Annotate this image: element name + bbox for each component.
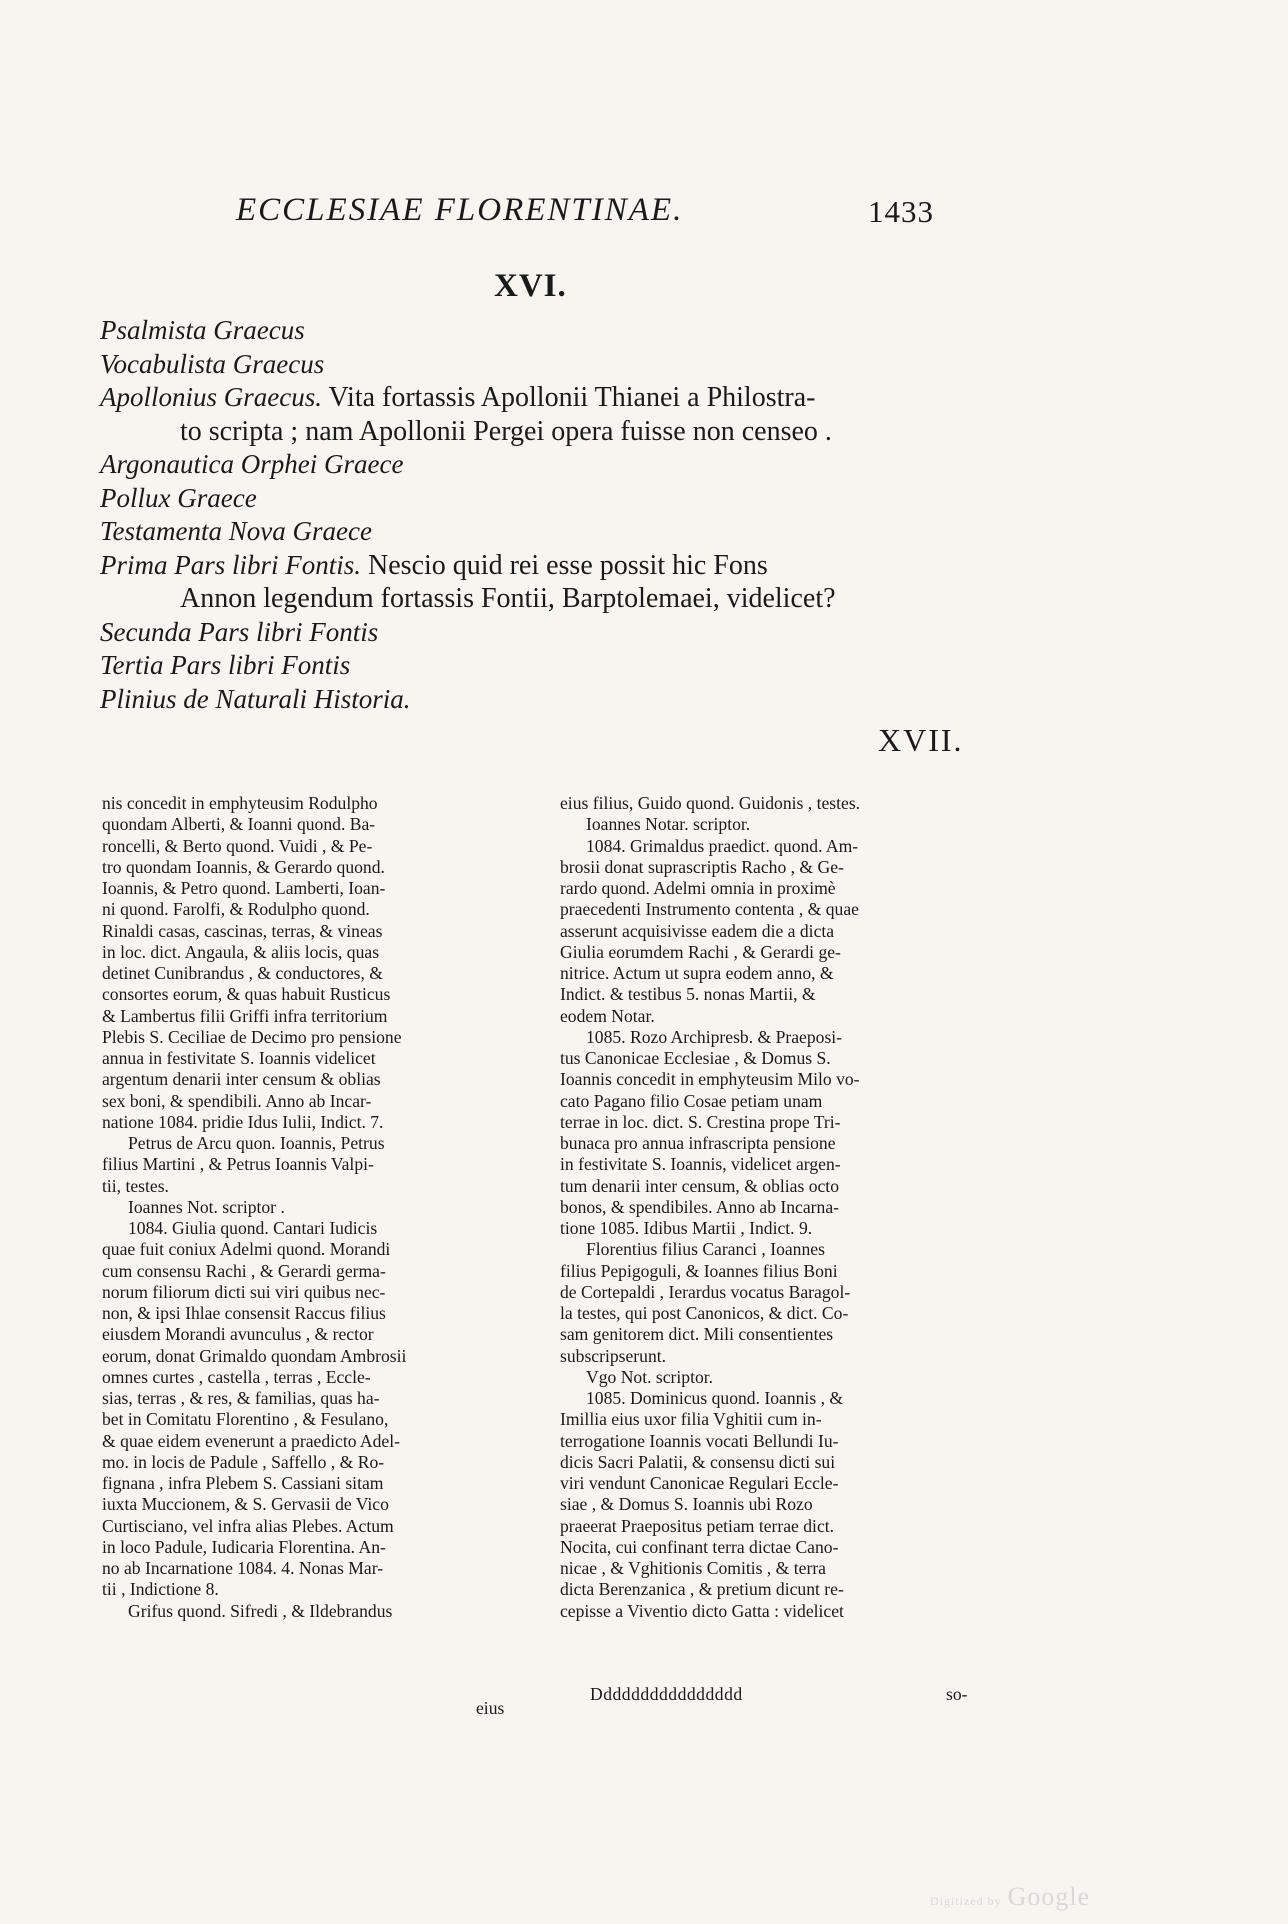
text-line: cepisse a Viventio dicto Gatta : videlicet <box>560 1600 844 1621</box>
text-line: eiusdem Morandi avunculus , & rector <box>102 1324 374 1345</box>
text-line: iuxta Muccionem, & S. Gervasii de Vico <box>102 1494 389 1515</box>
text-line: 1084. Grimaldus praedict. quond. Am- <box>586 835 859 856</box>
text-line: siae , & Domus S. Ioannis ubi Rozo <box>560 1494 813 1515</box>
text-line: Florentius filius Caranci , Ioannes <box>586 1239 825 1260</box>
text-line: 1085. Dominicus quond. Ioannis , & <box>586 1388 844 1408</box>
text-line: eorum, donat Grimaldo quondam Ambrosii <box>102 1345 407 1366</box>
text-line: sias, terras , & res, & familias, quas ha- <box>102 1388 380 1408</box>
text-line: tum denarii inter censum, & oblias octo <box>560 1175 839 1196</box>
text-line: Giulia eorumdem Rachi , & Gerardi ge- <box>560 941 841 962</box>
text-line: Ioannes Notar. scriptor. <box>586 814 751 835</box>
text-line: sex boni, & spendibili. Anno ab Incar- <box>102 1090 372 1111</box>
text-line: Ioannis concedit in emphyteusim Milo vo- <box>560 1069 860 1090</box>
right-column <box>560 793 1004 1622</box>
text-line: eius filius, Guido quond. Guidonis , testes. <box>560 793 861 813</box>
text-line: in loco Padule, Iudicaria Florentina. An- <box>102 1536 386 1557</box>
text-line: consortes eorum, & quas habuit Rusticus <box>102 984 391 1005</box>
catalog-entry-continuation: Annon legendum fortassis Fontii, Barptolemaei, videlicet? <box>180 583 836 614</box>
text-line: terrogatione Ioannis vocati Bellundi Iu- <box>560 1430 839 1451</box>
catalog-entry: Prima Pars libri Fontis. Nescio quid rei esse possit hic Fons <box>100 549 768 581</box>
text-line: tii , Indictione 8. <box>102 1579 219 1600</box>
left-catchword: eius <box>476 1698 505 1718</box>
catalog-entry: Pollux Graece <box>100 482 257 513</box>
text-line: Vgo Not. scriptor. <box>586 1366 714 1387</box>
text-line: non, & ipsi Ihlae consensit Raccus filius <box>102 1303 386 1323</box>
text-line: roncelli, & Berto quond. Vuidi , & Pe- <box>102 835 373 856</box>
text-line: 1084. Giulia quond. Cantari Iudicis <box>128 1218 378 1238</box>
text-line: argentum denarii inter censum & oblias <box>102 1069 381 1090</box>
running-title: ECCLESIAE FLORENTINAE. <box>236 192 684 228</box>
catalog-entry: Psalmista Graecus <box>100 315 305 345</box>
text-line: detinet Cunibrandus , & conductores, & <box>102 963 383 983</box>
text-line: Petrus de Arcu quon. Ioannis, Petrus <box>128 1133 385 1153</box>
text-line: viri vendunt Canonicae Regulari Eccle- <box>560 1473 839 1493</box>
text-line: bonos, & spendibiles. Anno ab Incarna- <box>560 1196 839 1217</box>
text-line: eodem Notar. <box>560 1005 655 1026</box>
text-line: dicis Sacri Palatii, & consensu dicti sui <box>560 1451 836 1472</box>
text-line: bunaca pro annua infrascripta pensione <box>560 1133 836 1153</box>
text-line: omnes curtes , castella , terras , Eccle- <box>102 1366 371 1387</box>
running-head <box>0 192 1288 238</box>
text-line: Rinaldi casas, cascinas, terras, & vineas <box>102 920 383 941</box>
text-line: quondam Alberti, & Ioanni quond. Ba- <box>102 814 376 835</box>
text-line: natione 1084. pridie Idus Iulii, Indict. 7. <box>102 1111 384 1132</box>
text-line: la testes, qui post Canonicos, & dict. Co- <box>560 1303 849 1323</box>
left-column <box>102 793 532 1622</box>
text-line: in loc. dict. Angaula, & aliis locis, quas <box>102 941 380 962</box>
text-line: annua in festivitate S. Ioannis videlicet <box>102 1048 376 1068</box>
text-line: praecedenti Instrumento contenta , & quae <box>560 899 859 920</box>
catalog-entry-continuation: to scripta ; nam Apollonii Pergei opera fuisse non censeo . <box>180 415 832 447</box>
section-heading-xvi: XVI. <box>494 268 567 304</box>
text-line: cum consensu Rachi , & Gerardi germa- <box>102 1260 386 1281</box>
text-line: nis concedit in emphyteusim Rodulpho <box>102 793 378 813</box>
text-line: tus Canonicae Ecclesiae , & Domus S. <box>560 1048 831 1068</box>
text-line: in festivitate S. Ioannis, videlicet argen- <box>560 1154 841 1175</box>
text-line: filius Martini , & Petrus Ioannis Valpi- <box>102 1154 374 1175</box>
text-line: tro quondam Ioannis, & Gerardo quond. <box>102 856 385 877</box>
text-line: norum filiorum dicti sui viri quibus nec- <box>102 1281 386 1302</box>
right-catchword: so- <box>946 1684 968 1704</box>
text-line: nitrice. Actum ut supra eodem anno, & <box>560 963 834 983</box>
digitized-watermark: Digitized by Google <box>930 1882 1091 1911</box>
text-line: cato Pagano filio Cosae petiam unam <box>560 1090 823 1111</box>
text-line: dicta Berenzanica , & pretium dicunt re- <box>560 1579 844 1600</box>
text-line: brosii donat suprascriptis Racho , & Ge- <box>560 856 844 877</box>
section-heading-xvii: XVII. <box>878 722 964 758</box>
text-line: terrae in loc. dict. S. Crestina prope Tri- <box>560 1111 841 1132</box>
text-line: nicae , & Vghitionis Comitis , & terra <box>560 1558 826 1578</box>
text-line: & quae eidem evenerunt a praedicto Adel- <box>102 1430 400 1451</box>
text-line: quae fuit coniux Adelmi quond. Morandi <box>102 1239 391 1260</box>
text-line: Indict. & testibus 5. nonas Martii, & <box>560 984 816 1005</box>
catalog-entry: Tertia Pars libri Fontis <box>100 650 351 680</box>
catalog-entry: Apollonius Graecus. Vita fortassis Apollonii Thianei a Philostra- <box>100 382 816 413</box>
catalog-entry: Testamenta Nova Graece <box>100 516 372 546</box>
text-line: Imillia eius uxor filia Vghitii cum in- <box>560 1409 822 1430</box>
text-line: Ioannis, & Petro quond. Lamberti, Ioan- <box>102 878 386 898</box>
text-line: Grifus quond. Sifredi , & Ildebrandus <box>128 1600 393 1621</box>
text-line: Nocita, cui confinant terra dictae Cano- <box>560 1536 839 1557</box>
text-line: 1085. Rozo Archipresb. & Praeposi- <box>586 1026 843 1047</box>
text-line: filius Pepigoguli, & Ioannes filius Boni <box>560 1260 838 1281</box>
catalog-entry: Argonautica Orphei Graece <box>100 449 404 479</box>
text-line: subscripserunt. <box>560 1345 667 1366</box>
text-line: asserunt acquisivisse eadem die a dicta <box>560 920 835 941</box>
page-number: 1433 <box>868 194 934 229</box>
text-line: tii, testes. <box>102 1175 169 1196</box>
two-column-text <box>0 793 1288 1883</box>
signature-mark: Dddddddddddddddd <box>590 1684 743 1704</box>
text-line: sam genitorem dict. Mili consentientes <box>560 1324 834 1345</box>
text-line: & Lambertus filii Griffi infra territorium <box>102 1005 388 1026</box>
text-line: Curtisciano, vel infra alias Plebes. Actum <box>102 1515 394 1536</box>
text-line: ni quond. Farolfi, & Rodulpho quond. <box>102 899 370 920</box>
text-line: mo. in locis de Padule , Saffello , & Ro- <box>102 1451 385 1472</box>
text-line: Ioannes Not. scriptor . <box>128 1196 285 1217</box>
text-line: tione 1085. Idibus Martii , Indict. 9. <box>560 1218 813 1238</box>
catalog-entry: Plinius de Naturali Historia. <box>100 683 411 714</box>
text-line: Plebis S. Ceciliae de Decimo pro pensione <box>102 1026 402 1047</box>
catalog-entry: Secunda Pars libri Fontis <box>100 616 379 647</box>
catalog-entry: Vocabulista Graecus <box>100 348 325 379</box>
text-line: bet in Comitatu Florentino , & Fesulano, <box>102 1409 389 1430</box>
text-line: rardo quond. Adelmi omnia in proximè <box>560 878 836 898</box>
catalog-list <box>100 314 1000 716</box>
text-line: praeerat Praepositus petiam terrae dict. <box>560 1515 835 1536</box>
text-line: fignana , infra Plebem S. Cassiani sitam <box>102 1473 384 1493</box>
text-line: no ab Incarnatione 1084. 4. Nonas Mar- <box>102 1558 384 1578</box>
text-line: de Cortepaldi , Ierardus vocatus Baragol- <box>560 1281 851 1302</box>
